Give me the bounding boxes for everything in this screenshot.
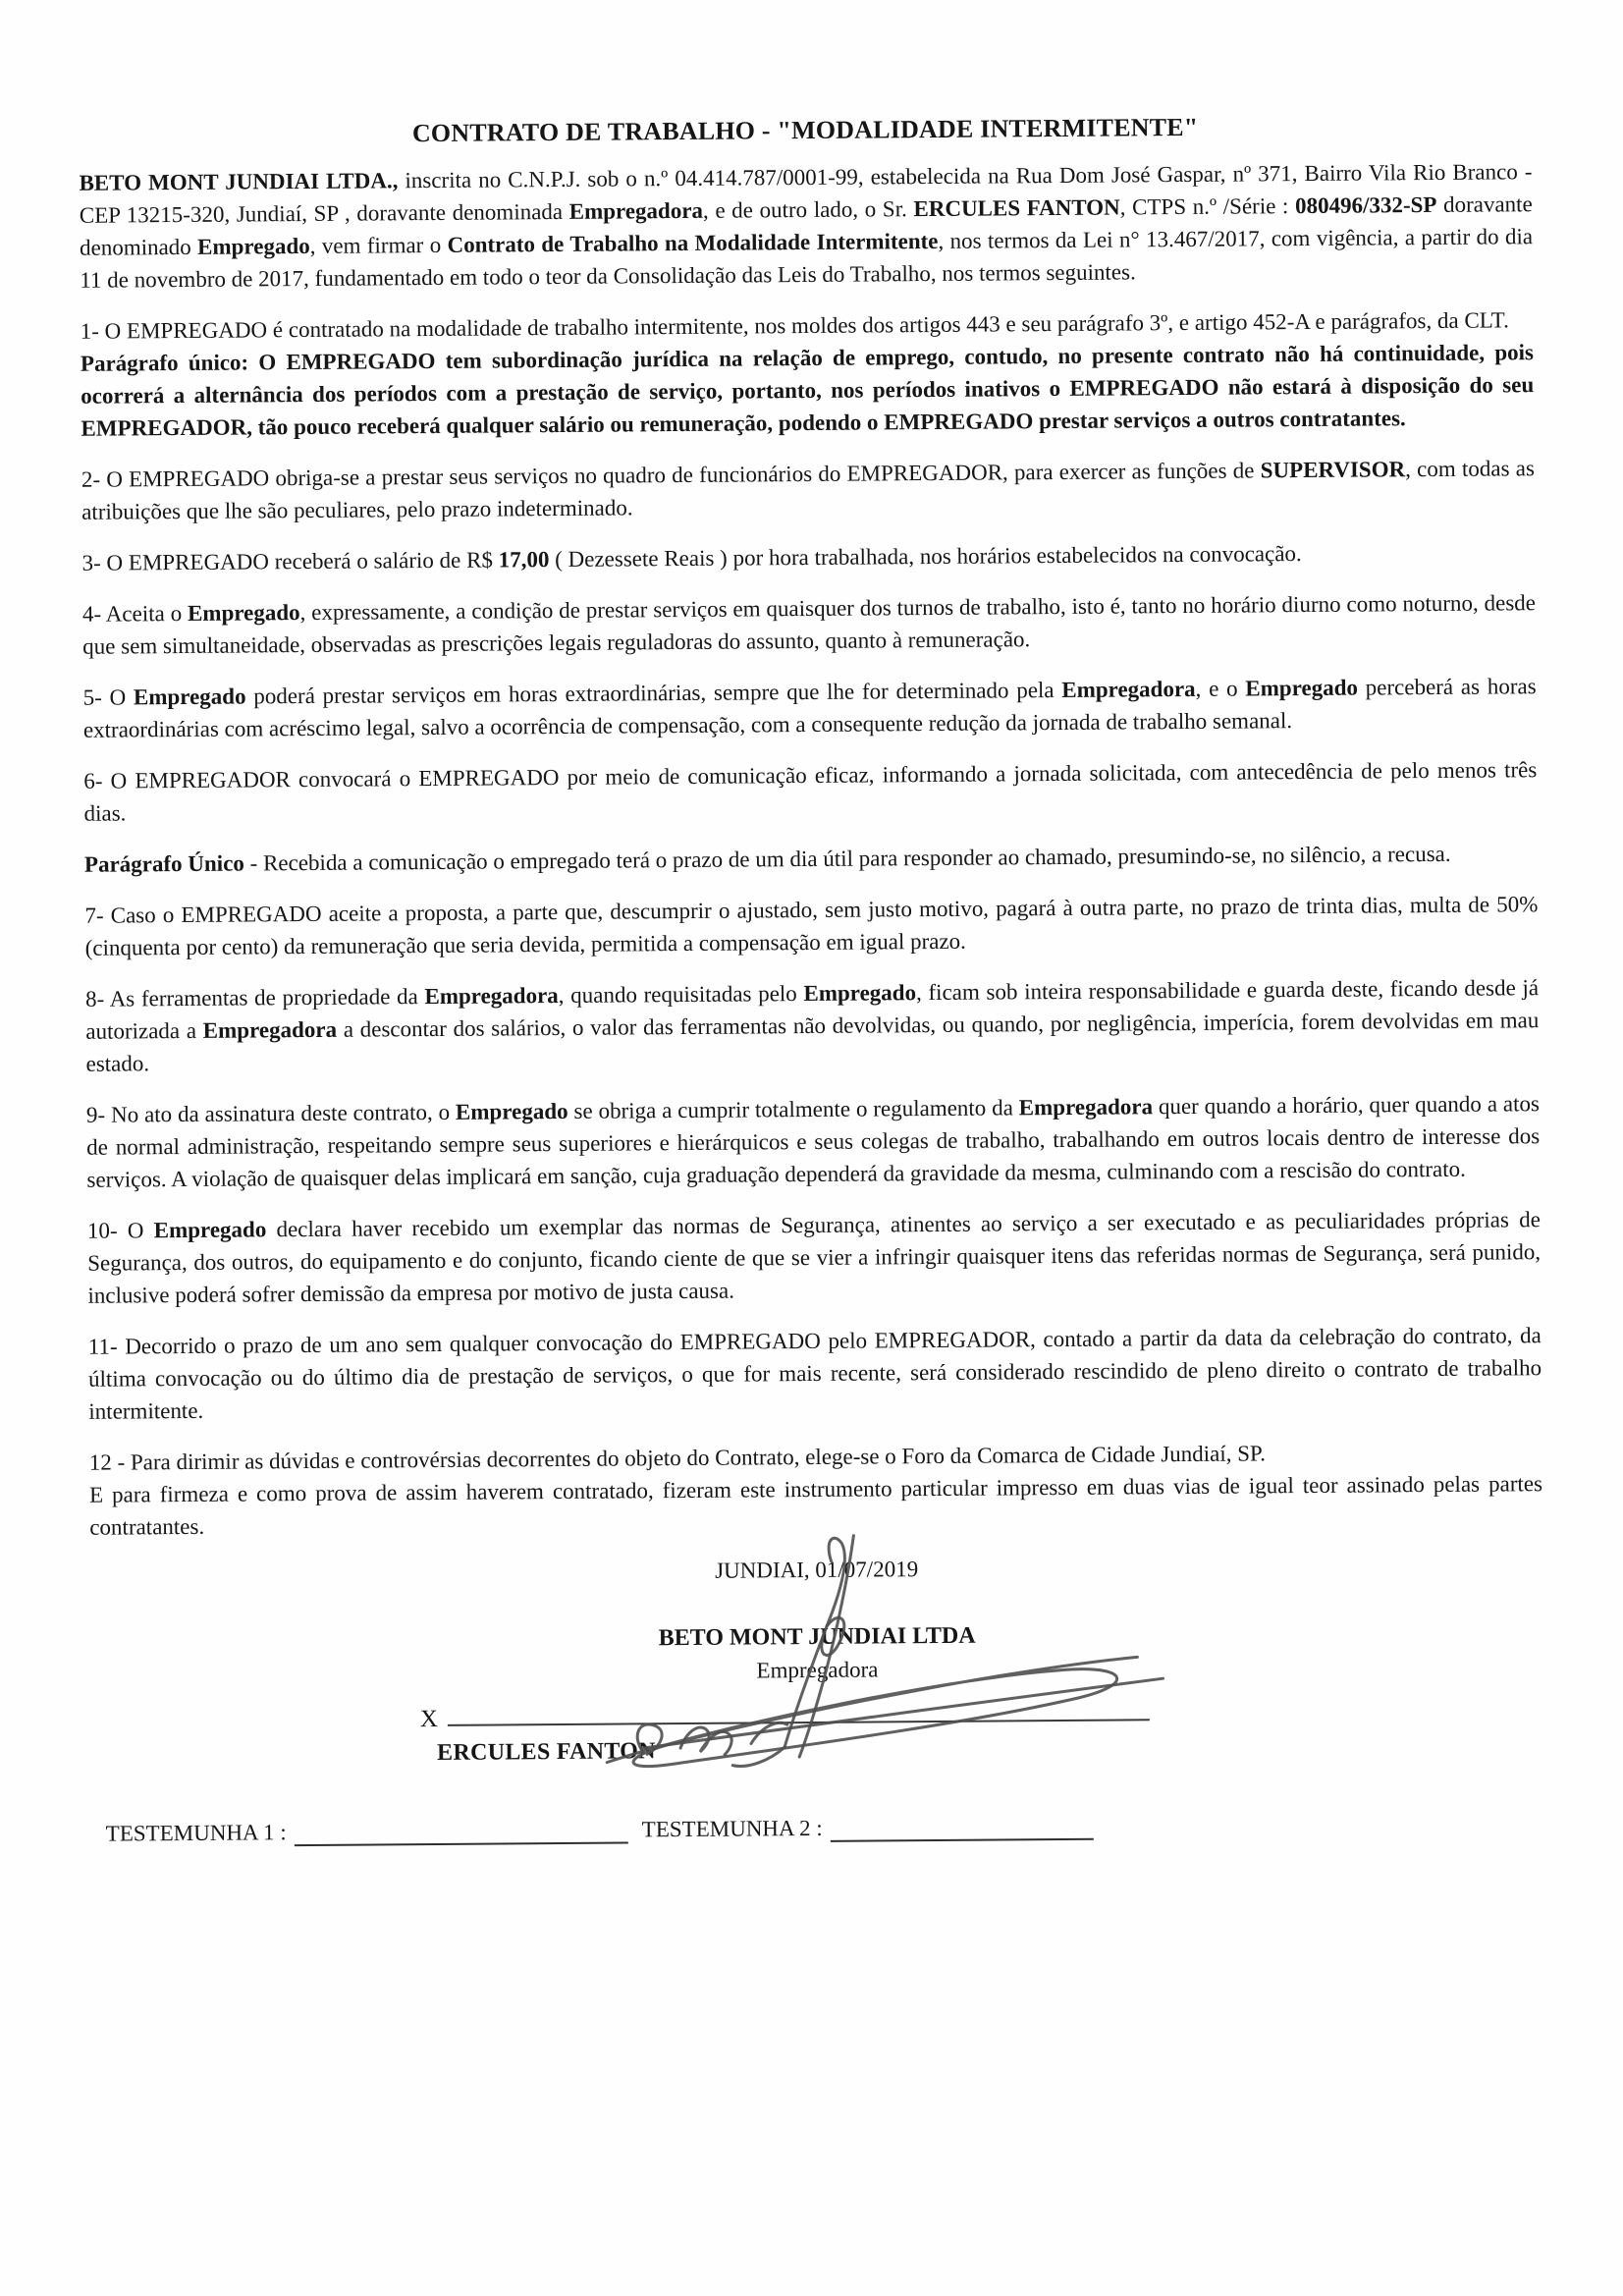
clause-3: 3- O EMPREGADO receberá o salário de R$ 17,00 ( Dezessete Reais ) por hora trabalhada, nos horários estabelecidos na convocação. — [81, 541, 1302, 575]
witness2-label: TESTEMUNHA 2 : — [641, 1815, 823, 1842]
paragrafo-unico-2: Parágrafo Único - Recebida a comunicação o empregado terá o prazo de um dia útil para responder ao chamado, presumindo-se, no silêncio, a recusa. — [83, 841, 1451, 877]
contract-title: CONTRATO DE TRABALHO - "MODALIDADE INTERMITENTE" — [411, 112, 1199, 148]
clause-2: 2- O EMPREGADO obriga-se a prestar seus serviços no quadro de funcionários do EMPREGADOR, para exercer as funções de SUPERVISOR, com todas as atribuições que lhe são peculiares, pelo prazo indeterminado. — [81, 456, 1535, 524]
signature-section — [90, 1548, 1547, 2109]
clause-12: 12 - Para dirimir as dúvidas e controvérsias decorrentes do objeto do Contrato, elege-se o Foro da Comarca de Cidade Jundiaí, SP. — [88, 1441, 1267, 1475]
employer-role-label: Empregadora — [756, 1657, 879, 1683]
intro-paragraph: BETO MONT JUNDIAI LTDA., inscrita no C.N.P.J. sob o n.º 04.414.787/0001-99, estabelecida na Rua Dom José Gaspar, nº 371, Bairro Vila Rio Branco - CEP 13215-320, Jundiaí, SP , doravante denominada Empregadora, e de outro lado, o Sr. ERCULES FANTON, CTPS n.º /Série : 080496/332-SP doravante denominado Empregado, vem firmar o Contrato de Trabalho na Modalidade Intermitente, nos termos da Lei n° 13.467/2017, com vigência, a partir do dia 11 de novembro de 2017, fundamentado em todo o teor da Consolidação das Leis do Trabalho, nos termos seguintes. — [79, 159, 1534, 293]
clause-5: 5- O Empregado poderá prestar serviços em horas extraordinárias, sempre que lhe for determinado pela Empregadora, e o Empregado perceberá as horas extraordinárias com acréscimo legal, salvo a ocorrência de compensação, com a consequente redução da jornada de trabalho semanal. — [82, 674, 1537, 742]
clause-11: 11- Decorrido o prazo de um ano sem qualquer convocação do EMPREGADO pelo EMPREGADOR, contado a partir da data da celebração do contrato, da última convocação ou do último dia de prestação de serviços, o que for mais recente, será considerado rescindido de pleno direito o contrato de trabalho intermitente. — [87, 1323, 1542, 1424]
clause-9: 9- No ato da assinatura deste contrato, o Empregado se obriga a cumprir totalmente o regulamento da Empregadora quer quando a horário, quer quando a atos de normal administração, respeitando sempre seus superiores e hierárquicos e seus colegas de trabalho, trabalhando em outros locais dentro de interesse dos serviços. A violação de quaisquer delas implicará em sanção, cuja graduação dependerá da gravidade da mesma, culminando com a rescisão do contrato. — [85, 1091, 1541, 1192]
clause-8: 8- As ferramentas de propriedade da Empregadora, quando requisitadas pelo Empregado, ficam sob inteira responsabilidade e guarda deste, ficando desde já autorizada a Empregadora a descontar dos salários, o valor das ferramentas não devolvidas, ou quando, por negligência, imperícia, forem devolvidas em mau estado. — [84, 975, 1540, 1076]
employer-company-name: BETO MONT JUNDIAI LTDA — [658, 1622, 976, 1652]
witness2-line — [831, 1813, 1094, 1842]
contract-content — [79, 108, 1547, 2109]
clause-6: 6- O EMPREGADOR convocará o EMPREGADO por meio de comunicação eficaz, informando a jornada solicitada, com antecedência de pelo menos três dias. — [83, 757, 1538, 826]
contract-body — [79, 155, 1542, 1544]
witness1-label: TESTEMUNHA 1 : — [105, 1820, 287, 1846]
clause-7: 7- Caso o EMPREGADO aceite a proposta, a parte que, descumprir o ajustado, sem justo motivo, pagará à outra parte, no prazo de trinta dias, multa de 50% (cinquenta por cento) da remuneração que seria devida, permitida a compensação em igual prazo. — [84, 892, 1539, 960]
clause-1: 1- O EMPREGADO é contratado na modalidade de trabalho intermitente, nos moldes dos artigos 443 e seu parágrafo 3º, e artigo 452-A e parágrafos, da CLT. — [80, 307, 1509, 344]
witness1-line — [295, 1816, 628, 1846]
clause-1-paragrafo-unico: Parágrafo único: O EMPREGADO tem subordinação jurídica na relação de emprego, contudo, no presente contrato não há continuidade, pois ocorrerá a alternância dos períodos com a prestação de serviço, portanto, nos períodos inativos o EMPREGADO não estará à disposição do seu EMPREGADOR, tão pouco receberá qualquer salário ou remuneração, podendo o EMPREGADO prestar serviços a outros contratantes. — [80, 340, 1535, 441]
city-date-line: JUNDIAI, 01/07/2019 — [715, 1557, 919, 1583]
signature-line — [448, 1697, 1150, 1726]
witness-row — [106, 1806, 1545, 1850]
clause-10: 10- O Empregado declara haver recebido um exemplar das normas de Segurança, atinentes ao serviço a ser executado e as peculiaridades próprias de Segurança, dos outros, do equipamento e do conjunto, ficando ciente de que se vier a infringir quaisquer itens das referidas normas de Segurança, será punido, inclusive poderá sofrer demissão da empresa por motivo de justa causa. — [86, 1207, 1542, 1308]
x-mark: X — [419, 1705, 438, 1733]
employee-name: ERCULES FANTON — [436, 1738, 656, 1766]
closing-statement: E para firmeza e como prova de assim haverem contratado, fizeram este instrumento particular impresso em duas vias de igual teor assinado pelas partes contratantes. — [88, 1471, 1543, 1540]
clause-4: 4- Aceita o Empregado, expressamente, a condição de prestar serviços em quaisquer dos turnos de trabalho, isto é, tanto no horário diurno como noturno, desde que sem simultaneidade, observadas as prescrições legais reguladoras do assunto, quanto à remuneração. — [81, 590, 1537, 659]
